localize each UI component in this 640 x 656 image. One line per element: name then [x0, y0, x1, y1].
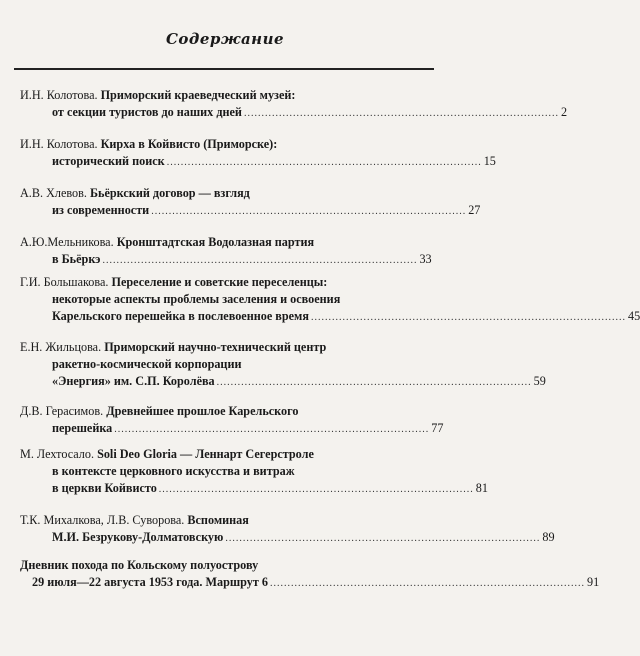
toc-entry-9[interactable]: [20, 512, 555, 546]
toc-entry-1[interactable]: [20, 87, 568, 121]
entry-page-number: 91: [586, 575, 600, 589]
entry-title-line: в церкви Койвисто: [52, 481, 157, 495]
entry-title-line: перешейка: [52, 421, 113, 435]
entry-author: Т.К. Михалкова, Л.В. Суворова.: [20, 513, 185, 527]
entry-title-line: из современности: [52, 203, 150, 217]
leader-dots: ..........................................................................................: [216, 377, 532, 388]
entry-title-line: ракетно-космической корпорации: [52, 357, 242, 371]
toc-entry-7[interactable]: [20, 403, 444, 437]
entry-title-line: Приморский краеведческий музей:: [100, 88, 296, 102]
toc-entry-6[interactable]: [20, 339, 546, 390]
entry-author: И.Н. Колотова.: [20, 88, 98, 102]
leader-dots: ..........................................................................................: [151, 206, 467, 217]
entry-author: И.Н. Колотова.: [20, 137, 98, 151]
leader-dots: ..........................................................................................: [166, 157, 482, 168]
entry-title-line: Древнейшее прошлое Карельского: [106, 404, 299, 418]
leader-dots: ..........................................................................................: [269, 578, 585, 589]
entry-title-line: Бьёркский договор — взгляд: [89, 186, 250, 200]
entry-author: Д.В. Герасимов.: [20, 404, 104, 418]
page-title: Содержание: [165, 30, 285, 48]
toc-entry-5[interactable]: [20, 274, 640, 325]
entry-author: А.Ю.Мельникова.: [20, 235, 114, 249]
entry-title-line: в контексте церковного искусства и витраж: [52, 464, 295, 478]
entry-title-line: от секции туристов до наших дней: [52, 105, 242, 119]
entry-page-number: 81: [475, 481, 488, 495]
entry-page-number: 59: [533, 374, 546, 388]
leader-dots: ..........................................................................................: [243, 108, 559, 119]
entry-title-line: «Энергия» им. С.П. Королёва: [52, 374, 215, 388]
entry-title-line: Soli Deo Gloria — Леннарт Сегерстроле: [97, 447, 314, 461]
entry-page-number: 27: [468, 203, 481, 217]
entry-page-number: 2: [560, 105, 568, 119]
leader-dots: ..........................................................................................: [114, 424, 430, 435]
entry-author: Е.Н. Жильцова.: [20, 340, 102, 354]
entry-author: А.В. Хлевов.: [20, 186, 87, 200]
entry-title-line: Карельского перешейка в послевоенное время: [52, 309, 309, 323]
entry-title-line: Вспоминая: [187, 513, 249, 527]
toc-entry-10[interactable]: [20, 557, 600, 591]
entry-title-line: исторический поиск: [52, 154, 165, 168]
entry-page-number: 77: [431, 421, 444, 435]
leader-dots: ..........................................................................................: [310, 312, 626, 323]
title-divider: [14, 68, 434, 70]
entry-title-line: Кронштадтская Водолазная партия: [116, 235, 315, 249]
entry-title-line: 29 июля—22 августа 1953 года. Маршрут 6: [32, 575, 268, 589]
entry-page-number: 89: [542, 530, 555, 544]
leader-dots: ..........................................................................................: [158, 484, 474, 495]
entry-author: М. Лехтосало.: [20, 447, 95, 461]
entry-title-line: М.И. Безрукову-Долматовскую: [52, 530, 224, 544]
toc-entry-4[interactable]: [20, 234, 432, 268]
entry-title-line: Приморский научно-технический центр: [104, 340, 327, 354]
toc-entry-8[interactable]: [20, 446, 488, 497]
entry-title-line: в Бьёркэ: [52, 252, 101, 266]
leader-dots: ..........................................................................................: [102, 255, 418, 266]
entry-title-line: Кирха в Койвисто (Приморске):: [100, 137, 278, 151]
entry-page-number: 33: [419, 252, 432, 266]
toc-entry-3[interactable]: [20, 185, 481, 219]
entry-page-number: 45: [627, 309, 640, 323]
entry-author: Г.И. Большакова.: [20, 275, 109, 289]
entry-title-line: Переселение и советские переселенцы:: [111, 275, 328, 289]
entry-title-line: некоторые аспекты проблемы заселения и освоения: [52, 292, 341, 306]
leader-dots: ..........................................................................................: [225, 533, 541, 544]
entry-title-line: Дневник похода по Кольскому полуострову: [20, 558, 259, 572]
toc-entry-2[interactable]: [20, 136, 496, 170]
entry-page-number: 15: [483, 154, 496, 168]
